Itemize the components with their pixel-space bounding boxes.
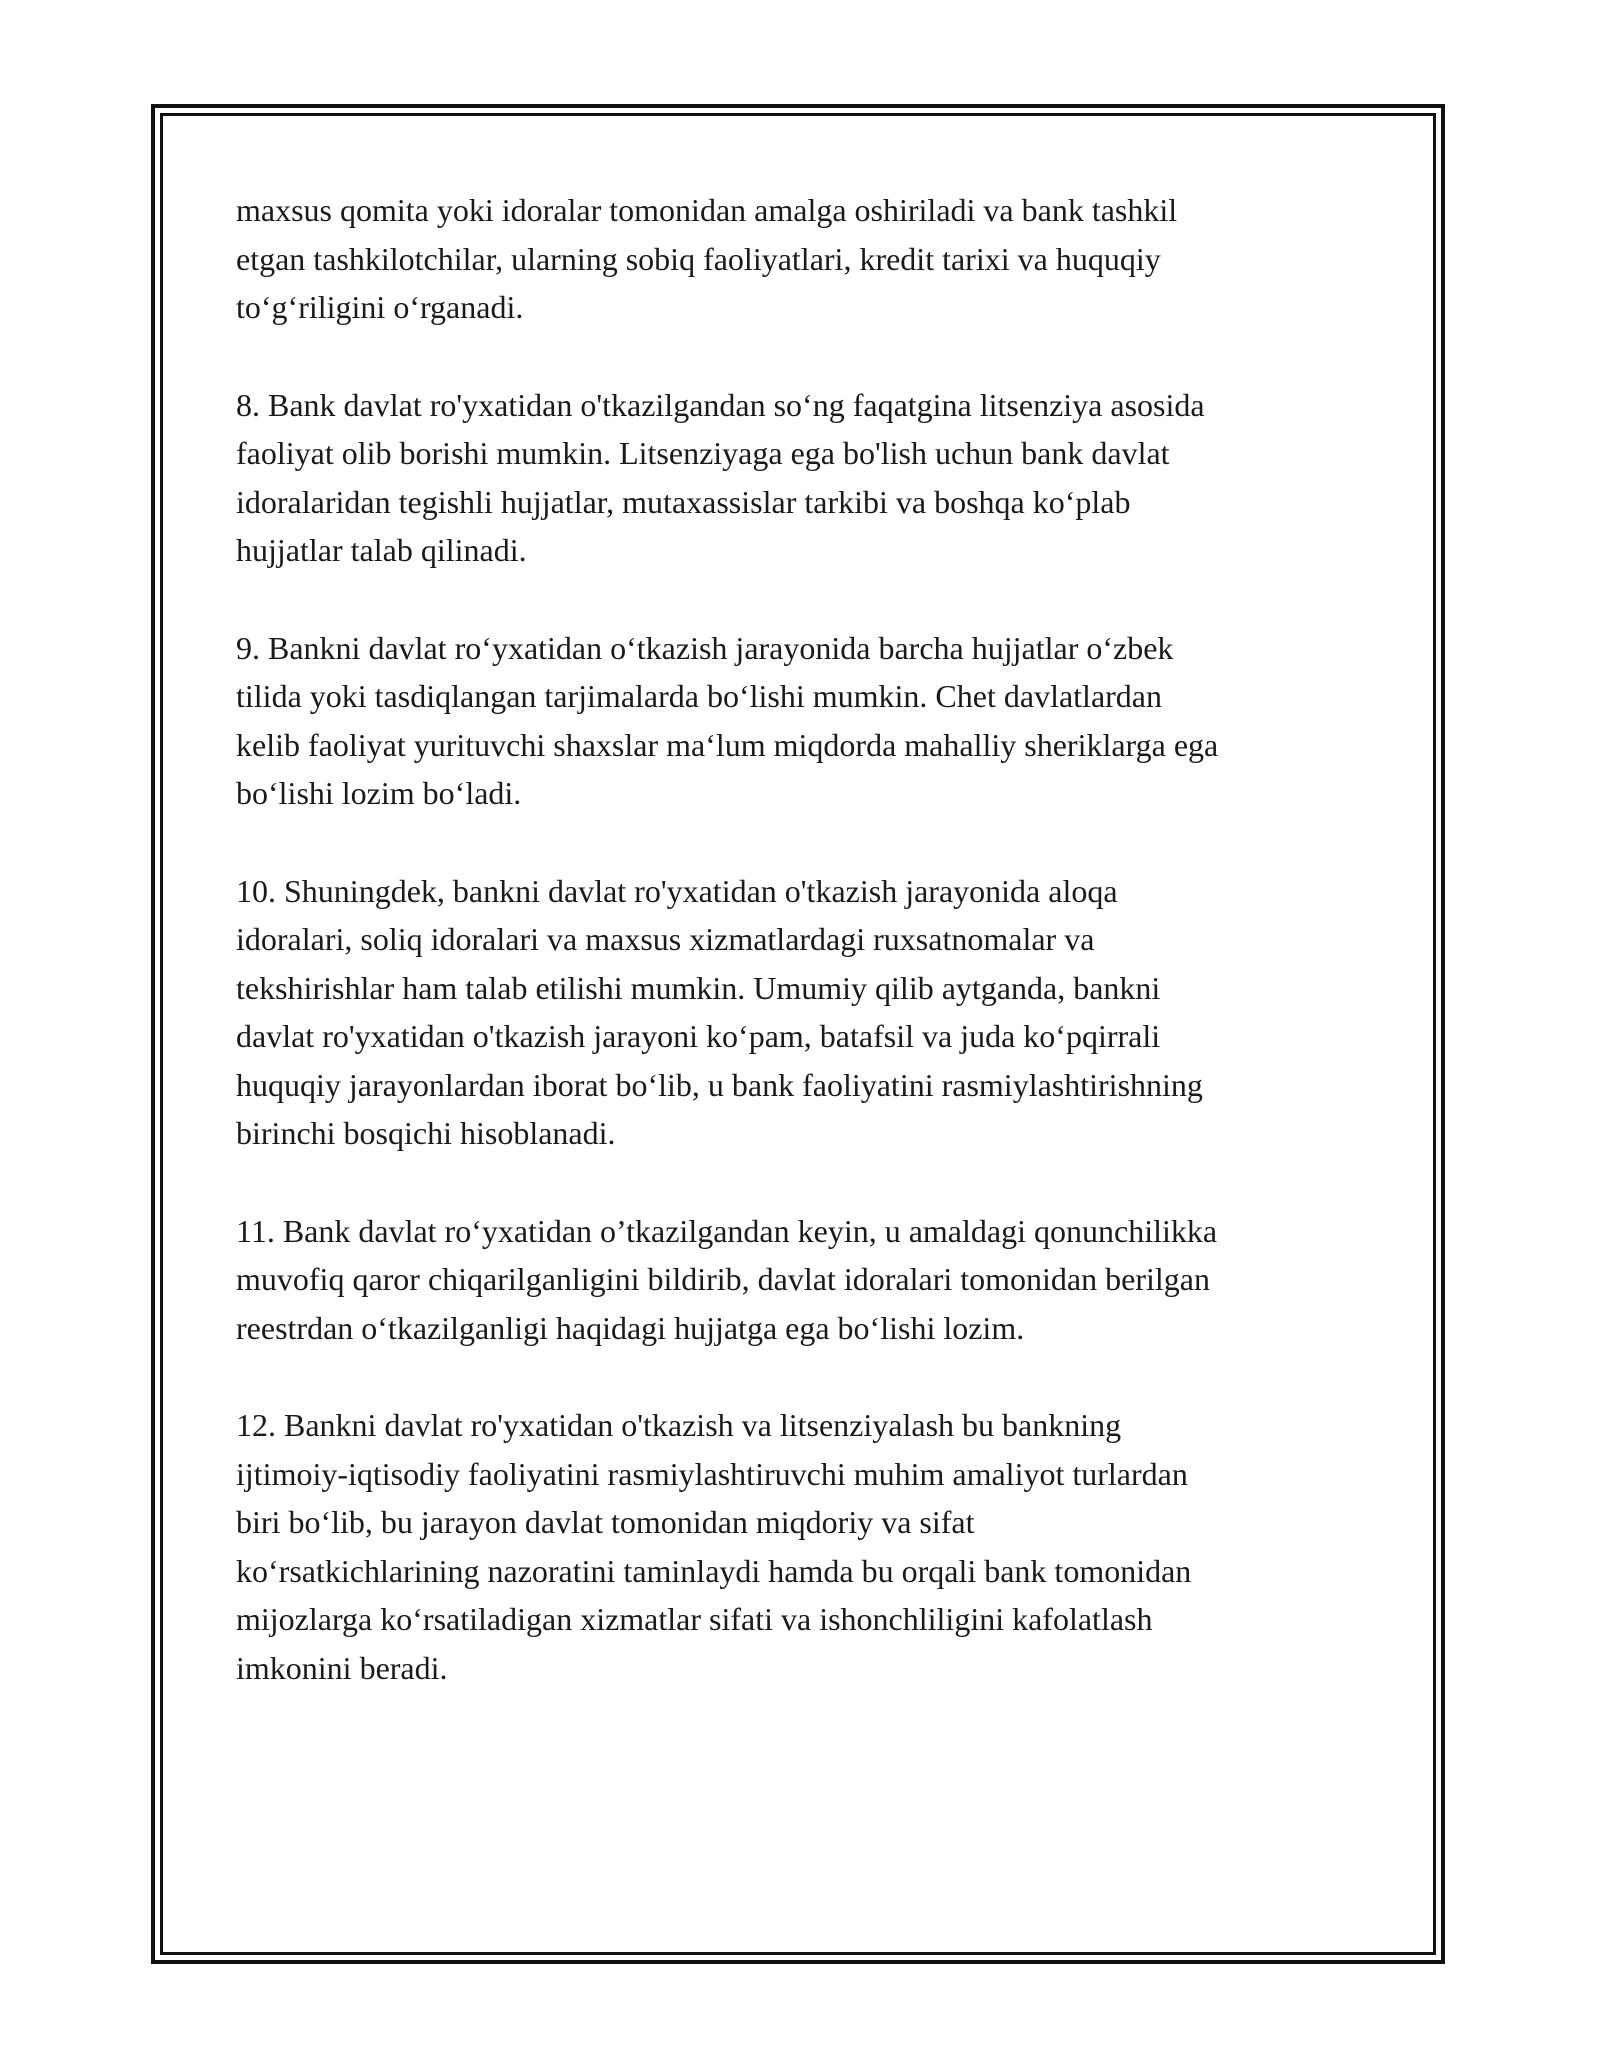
paragraph-11: 11. Bank davlat ro‘yxatidan o’tkazilgandan keyin, u amaldagi qonunchilikka muvofiq qaror chiqarilganligini bildirib, davlat idoralari tomonidan berilgan reestrdan o‘tkazilganligi haqidagi hujjatga ega bo‘lishi lozim. <box>236 1212 1218 1346</box>
document-body <box>236 186 1376 1741</box>
paragraph-8: 8. Bank davlat ro'yxatidan o'tkazilgandan so‘ng faqatgina litsenziya asosida faoliyat olib borishi mumkin. Litsenziyaga ega bo'lish uchun bank davlat idoralaridan tegishli hujjatlar, mutaxassislar tarkibi va boshqa ko‘plab hujjatlar talab qilinadi. <box>236 386 1205 568</box>
paragraph-9: 9. Bankni davlat ro‘yxatidan o‘tkazish jarayonida barcha hujjatlar o‘zbek tilida yoki tasdiqlangan tarjimalarda bo‘lishi mumkin. Chet davlatlardan kelib faoliyat yurituvchi shaxslar ma‘lum miqdorda mahalliy sheriklarga ega bo‘lishi lozim bo‘ladi. <box>236 629 1219 811</box>
paragraph-10: 10. Shuningdek, bankni davlat ro'yxatidan o'tkazish jarayonida aloqa idoralari, soliq idoralari va maxsus xizmatlardagi ruxsatnomalar va tekshirishlar ham talab etilishi mumkin. Umumiy qilib aytganda, bankni davlat ro'yxatidan o'tkazish jarayoni ko‘pam, batafsil va juda ko‘pqirrali huquqiy jarayonlardan iborat bo‘lib, u bank faoliyatini rasmiylashtirishning birinchi bosqichi hisoblanadi. <box>236 872 1203 1151</box>
paragraph-continuation: maxsus qomita yoki idoralar tomonidan amalga oshiriladi va bank tashkil etgan tashkilotchilar, ularning sobiq faoliyatlari, kredit tarixi va huquqiy to‘g‘riligini o‘rganadi. <box>236 192 1178 325</box>
paragraph-12: 12. Bankni davlat ro'yxatidan o'tkazish va litsenziyalash bu bankning ijtimoiy-iqtisodiy faoliyatini rasmiylashtiruvchi muhim amaliyot turlardan biri bo‘lib, bu jarayon davlat tomonidan miqdoriy va sifat ko‘rsatkichlarining nazoratini taminlaydi hamda bu orqali bank tomonidan mijozlarga ko‘rsatiladigan xizmatlar sifati va ishonchliligini kafolatlash imkonini beradi. <box>236 1407 1192 1686</box>
